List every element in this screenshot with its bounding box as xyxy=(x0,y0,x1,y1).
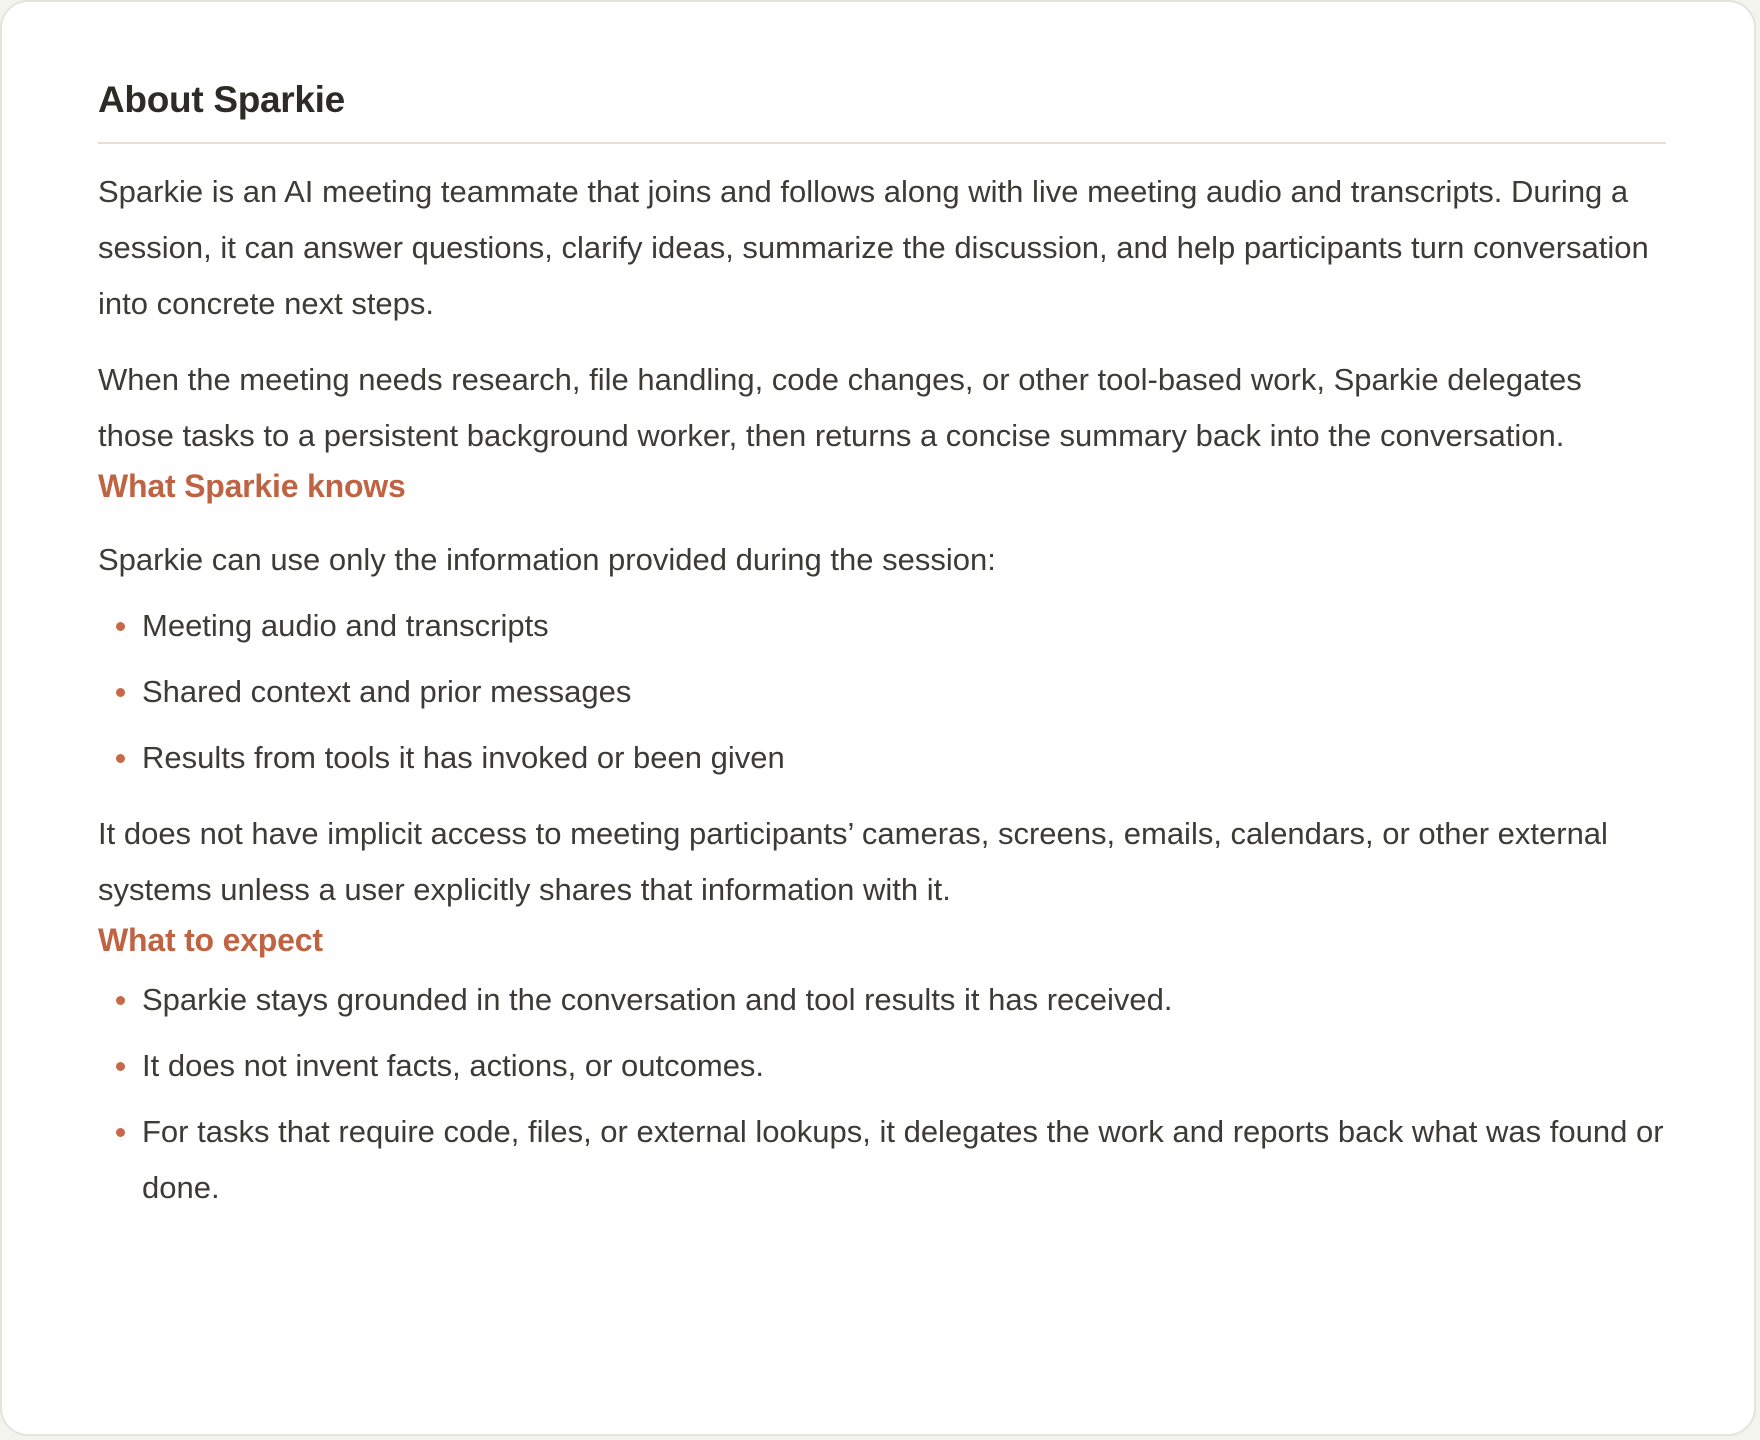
list-item-text: Meeting audio and transcripts xyxy=(142,608,549,644)
bullet-icon xyxy=(116,754,125,763)
section-heading-knows: What Sparkie knows xyxy=(98,468,406,505)
list-item-text: It does not invent facts, actions, or outcomes. xyxy=(142,1048,765,1084)
list-item xyxy=(98,1038,1666,1094)
bullet-icon xyxy=(116,1128,125,1137)
bullet-icon xyxy=(116,1062,125,1071)
list-item xyxy=(98,664,1666,720)
intro-paragraph-1: Sparkie is an AI meeting teammate that joins and follows along with live meeting audio and transcripts. During a session, it can answer questions, clarify ideas, summarize the discussion, and help participants turn conversation into concrete next steps. xyxy=(98,174,1649,322)
bullet-icon xyxy=(116,996,125,1005)
page-title: About Sparkie xyxy=(98,78,1666,144)
knows-note: It does not have implicit access to meeting participants’ cameras, screens, emails, calendars, or other external systems unless a user explicitly shares that information with it. xyxy=(98,816,1608,908)
bullet-icon xyxy=(116,688,125,697)
list-item xyxy=(98,972,1666,1028)
list-item-text: Sparkie stays grounded in the conversation and tool results it has received. xyxy=(142,982,1173,1018)
about-content xyxy=(98,78,1666,1216)
section-heading-expect: What to expect xyxy=(98,922,323,959)
list-item-text: Shared context and prior messages xyxy=(142,674,632,710)
knows-lead: Sparkie can use only the information provided during the session: xyxy=(98,542,996,578)
list-item-text: Results from tools it has invoked or been given xyxy=(142,740,785,776)
list-item xyxy=(98,1104,1666,1216)
list-item-text: For tasks that require code, files, or external lookups, it delegates the work and reports back what was found or done. xyxy=(142,1114,1664,1206)
bullet-icon xyxy=(116,622,125,631)
expect-list xyxy=(98,972,1666,1216)
intro-paragraph-2: When the meeting needs research, file handling, code changes, or other tool-based work, Sparkie delegates those tasks to a persistent background worker, then returns a concise summary back into the conversation. xyxy=(98,362,1582,454)
list-item xyxy=(98,730,1666,786)
list-item xyxy=(98,598,1666,654)
knows-list xyxy=(98,598,1666,786)
